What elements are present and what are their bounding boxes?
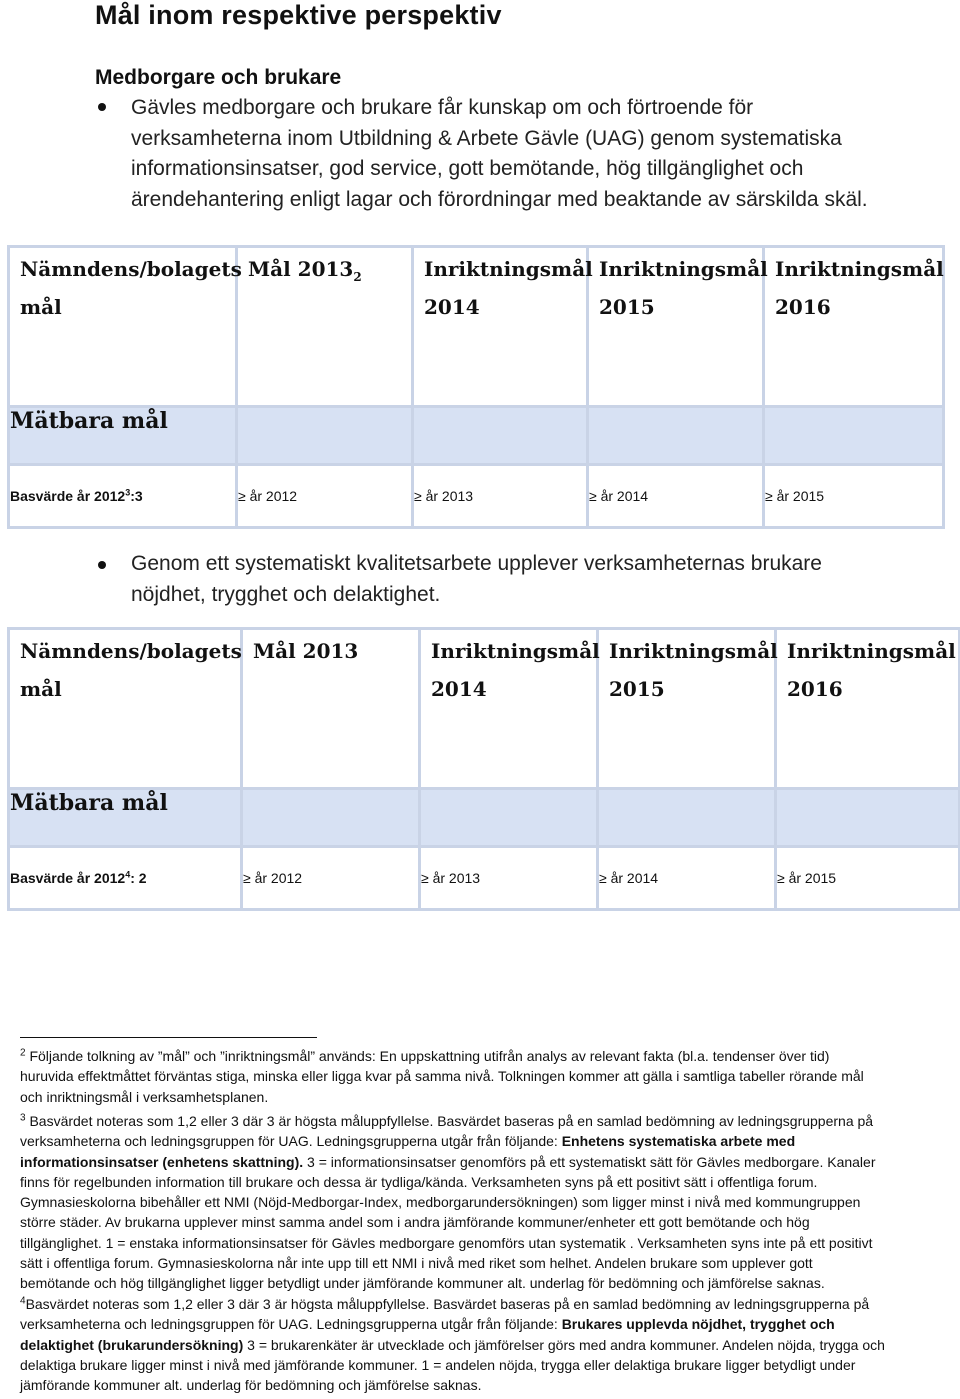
- footnote-text: verksamheterna och ledningsgruppen för UAG. Ledningsgrupperna utgår från följande:: [20, 1316, 562, 1333]
- header-text: Inriktningsmål: [431, 639, 600, 663]
- header-text: Mål 2013: [253, 639, 359, 663]
- text-line: informationsinsatser, god service, gott bemötande, hög tillgänglighet och: [131, 157, 804, 180]
- footnote-bold-text: informationsinsatser (enhetens skattning).: [20, 1153, 304, 1170]
- shaded-cell: [764, 407, 944, 465]
- header-text: 2015: [609, 677, 665, 701]
- header-text: Inriktningsmål: [424, 257, 593, 281]
- value-cell: ≥ år 2014: [588, 465, 764, 528]
- footnote-text: sätt i offentliga forum. Gymnasieskolorna når inte upp till ett NMI i nivå med riket som helhet. Andelen brukare som upplever gott: [20, 1255, 813, 1272]
- text-line: Gävles medborgare och brukare får kunskap om och förtroende för: [131, 96, 754, 119]
- shaded-cell: [413, 407, 588, 465]
- footnote-text: bemötande och hög tillgänglighet ligger betydligt under jämförande kommuner alt. underlag för bedömning och jämförelse saknas.: [20, 1275, 825, 1292]
- header-cell: [9, 247, 242, 407]
- header-cell: [420, 629, 598, 789]
- bullet-paragraph-2: [131, 549, 822, 610]
- footnote-text: delaktiga brukare ligger minst i nivå med jämförande kommuner. 1 = andelen nöjda, trygga eller delaktiga brukare ligger betydligt under: [20, 1356, 856, 1373]
- value-cell: ≥ år 2013: [413, 465, 588, 528]
- footnote-text: verksamheterna och ledningsgruppen för UAG. Ledningsgrupperna utgår från följande:: [20, 1133, 562, 1150]
- goals-table-2: [7, 627, 960, 911]
- footnote-text: Basvärdet noteras som 1,2 eller 3 där 3 är högsta måluppfyllelse. Basvärdet baseras på en samlad bedömning av ledningsgrupperna på: [25, 1296, 870, 1312]
- matbara-label: Mätbara mål: [9, 789, 242, 847]
- goals-table-1: [7, 245, 945, 529]
- footnote-2: [20, 1046, 955, 1107]
- header-cell: [764, 247, 944, 407]
- text-line: nöjdhet, trygghet och delaktighet.: [131, 582, 441, 606]
- header-text: Inriktningsmål: [775, 257, 944, 281]
- header-cell: [598, 629, 776, 789]
- value-cell: ≥ år 2012: [242, 847, 420, 910]
- footnote-text: större städer. Av brukarna upplever minst samma andel som i andra jämförande kommuner/enheter ett gott bemötande och hög: [20, 1214, 810, 1231]
- footnote-bold-text: delaktighet (brukarundersökning): [20, 1336, 244, 1353]
- bullet-paragraph-1: [131, 93, 868, 215]
- header-cell: [776, 629, 960, 789]
- basvarde-cell: [9, 465, 237, 528]
- shaded-cell: [242, 789, 420, 847]
- header-cell: [242, 629, 420, 789]
- shaded-cell: [237, 407, 413, 465]
- header-cell: [588, 247, 768, 407]
- header-text: 2014: [431, 677, 487, 701]
- footnote-ref: 2: [353, 270, 362, 284]
- footnote-number: 3: [20, 1112, 26, 1124]
- footnote-text: Gymnasieskolorna bibehåller ett NMI (Nöjd-Medborgar-Index, medborgarundersökningen) som ligger minst i nivå med kommungruppen: [20, 1194, 861, 1211]
- text-line: ärendehantering enligt lagar och förordningar med beaktande av särskilda skäl.: [131, 187, 868, 211]
- value-cell: ≥ år 2013: [420, 847, 598, 910]
- footnote-text: tillgänglighet. 1 = enstaka informationsinsatser för Gävles medborgare genomförs utan systematik . Verksamheten syns inte på ett positivt: [20, 1234, 873, 1251]
- header-text: 2015: [599, 295, 655, 319]
- text-line: Genom ett systematiskt kvalitetsarbete upplever verksamheternas brukare: [131, 552, 822, 575]
- value-cell: ≥ år 2014: [598, 847, 776, 910]
- footnote-bold-text: Enhetens systematiska arbete med: [561, 1133, 796, 1150]
- footnote-text: 3 = informationsinsatser genomförs på ett systematiskt sätt för Gävles medborgare. Kanaler: [303, 1153, 876, 1170]
- value-cell: ≥ år 2012: [237, 465, 413, 528]
- value-cell: ≥ år 2015: [776, 847, 960, 910]
- header-text: Nämndens/bolagets: [20, 639, 242, 663]
- footnote-separator: [20, 1037, 317, 1038]
- footnote-ref: 3: [125, 487, 131, 498]
- footnote-text: huruvida effektmåttet förväntas stiga, minska eller ligga kvar på samma nivå. Tolkningen kommer att gälla i samtliga tabeller rörande mål: [20, 1068, 864, 1085]
- section-heading: Medborgare och brukare: [95, 66, 342, 89]
- value-cell: ≥ år 2015: [764, 465, 944, 528]
- footnote-bold-text: Brukares upplevda nöjdhet, trygghet och: [561, 1316, 835, 1333]
- bullet-marker: [98, 103, 106, 111]
- header-text: Inriktningsmål: [609, 639, 778, 663]
- header-cell: [9, 629, 242, 789]
- header-text: 2014: [424, 295, 480, 319]
- shaded-cell: [588, 407, 764, 465]
- basvarde-value: : 2: [130, 870, 147, 886]
- page-heading: Mål inom respektive perspektiv: [95, 0, 502, 30]
- header-text: 2016: [787, 677, 843, 701]
- footnote-ref: 4: [125, 869, 131, 880]
- footnote-4: [20, 1294, 955, 1395]
- bullet-marker: [98, 561, 106, 569]
- header-text: 2016: [775, 295, 831, 319]
- header-text: mål: [20, 677, 62, 701]
- matbara-label: Mätbara mål: [9, 407, 237, 465]
- basvarde-cell: [9, 847, 242, 910]
- shaded-cell: [776, 789, 960, 847]
- footnote-text: och inriktningsmål i verksamhetsplanen.: [20, 1088, 269, 1105]
- header-text: Nämndens/bolagets: [20, 257, 242, 281]
- header-text: Mål 2013: [248, 257, 354, 281]
- footnote-number: 4: [20, 1295, 26, 1307]
- footnote-number: 2: [20, 1047, 26, 1059]
- text-line: verksamheterna inom Utbildning & Arbete Gävle (UAG) genom systematiska: [131, 126, 842, 150]
- basvarde-label: Basvärde år 2012: [10, 488, 126, 504]
- footnote-text: Basvärdet noteras som 1,2 eller 3 där 3 är högsta måluppfyllelse. Basvärdet baseras på en samlad bedömning av ledningsgrupperna på: [29, 1113, 874, 1129]
- header-cell: [413, 247, 593, 407]
- shaded-cell: [420, 789, 598, 847]
- header-text: Inriktningsmål: [599, 257, 768, 281]
- header-text: mål: [20, 295, 62, 319]
- basvarde-label: Basvärde år 2012: [10, 870, 126, 886]
- shaded-cell: [598, 789, 776, 847]
- footnote-text: 3 = brukarenkäter är utvecklade och jämförelser görs med andra kommuner. Andelen nöjda, trygga och: [243, 1336, 885, 1353]
- footnote-text: Följande tolkning av ”mål” och ”inriktningsmål” används: En uppskattning utifrån analys av relevant fakta (bl.a. tendenser över tid): [29, 1048, 830, 1064]
- footnote-text: jämförande kommuner alt. underlag för bedömning och jämförelse saknas.: [20, 1377, 482, 1394]
- header-text: Inriktningsmål: [787, 639, 956, 663]
- basvarde-value: :3: [130, 488, 143, 504]
- footnote-3: [20, 1111, 955, 1294]
- header-cell: [237, 247, 413, 407]
- footnote-text: finns för regelbunden information till brukare och dessa är tydliga/kända. Verksamheten syns på ett positivt sätt i offentliga forum.: [20, 1173, 818, 1190]
